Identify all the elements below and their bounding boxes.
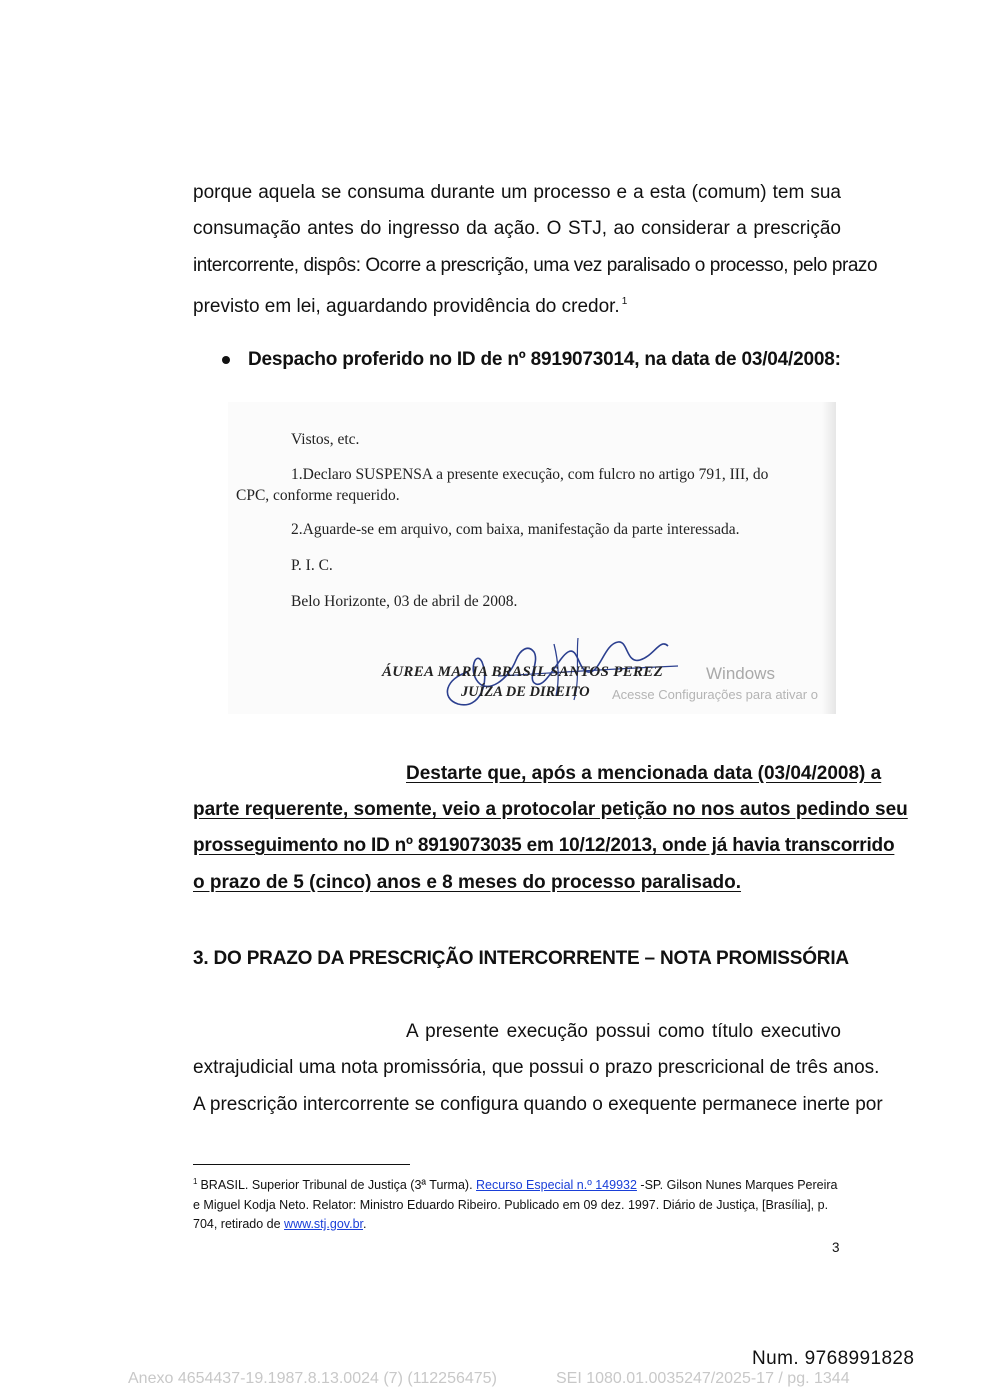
scan-place-date: Belo Horizonte, 03 de abril de 2008. — [291, 593, 518, 610]
scan-edge — [822, 402, 836, 714]
text-line: porque aquela se consuma durante um processo e a esta (comum) tem sua — [193, 182, 841, 203]
activation-watermark-text: Acesse Configurações para ativar o — [612, 687, 818, 702]
text-line: consumação antes do ingresso da ação. O STJ, ao considerar a prescrição — [193, 218, 841, 239]
footnote-text: BRASIL. Superior Tribunal de Justiça (3ª Turma). — [200, 1178, 477, 1192]
footnote-link-stj[interactable]: www.stj.gov.br — [284, 1217, 364, 1231]
text-line: intercorrente, dispôs: Ocorre a prescrição, uma vez paralisado o processo, pelo prazo — [193, 255, 878, 276]
footnote-marker: 1 — [193, 1177, 198, 1186]
text-line: extrajudicial uma nota promissória, que possui o prazo prescricional de três anos. — [193, 1057, 880, 1078]
document-number-stamp: Num. 9768991828 — [752, 1348, 915, 1369]
text-line: previsto em lei, aguardando providência do credor. — [193, 296, 620, 317]
activation-watermark-title: Windows — [706, 664, 775, 683]
section-heading: 3. DO PRAZO DA PRESCRIÇÃO INTERCORRENTE – NOTA PROMISSÓRIA — [193, 948, 849, 969]
text-line: o prazo de 5 (cinco) anos e 8 meses do processo paralisado. — [193, 872, 742, 893]
footnote-separator — [193, 1164, 410, 1165]
text-line: parte requerente, somente, veio a protocolar petição no nos autos pedindo seu — [193, 799, 908, 820]
scan-vistos: Vistos, etc. — [291, 431, 360, 448]
scanned-dispatch-image — [228, 402, 836, 714]
scan-item1-line2: CPC, conforme requerido. — [236, 487, 400, 504]
text-line: Destarte que, após a mencionada data (03/04/2008) a — [406, 763, 882, 784]
sei-stamp: SEI 1080.01.0035247/2025-17 / pg. 1344 — [556, 1370, 850, 1387]
footnote-text: -SP. Gilson Nunes Marques Pereira e Miguel Kodja Neto. Relator: Ministro Eduardo Ribeiro. Publicado em 09 dez. 1997. Diário de Justiça, [Brasília], p. 704, retirado de — [193, 1178, 838, 1231]
footnote-text-end: . — [363, 1217, 367, 1231]
text-line: A prescrição intercorrente se configura quando o exequente permanece inerte por — [193, 1094, 883, 1115]
bullet-text: Despacho proferido no ID de nº 8919073014, na data de 03/04/2008: — [248, 349, 841, 370]
signer-role: JUÍZA DE DIREITO — [461, 684, 590, 700]
scan-item2: 2.Aguarde-se em arquivo, com baixa, manifestação da parte interessada. — [291, 521, 740, 538]
scan-item1-line1: 1.Declaro SUSPENSA a presente execução, com fulcro no artigo 791, III, do — [291, 466, 769, 483]
text-line: A presente execução possui como título executivo — [406, 1021, 841, 1042]
text-line: prosseguimento no ID nº 8919073035 em 10/12/2013, onde já havia transcorrido — [193, 835, 895, 856]
bullet-icon — [222, 356, 230, 364]
footnote-link-recurso[interactable]: Recurso Especial n.º 149932 — [476, 1178, 637, 1192]
page-number: 3 — [832, 1240, 840, 1255]
scan-pic: P. I. C. — [291, 557, 333, 574]
bullet-despacho — [222, 343, 841, 377]
footnote — [193, 1172, 841, 1235]
text-line-last — [193, 283, 841, 320]
signer-name: ÁUREA MARIA BRASIL SANTOS PEREZ — [382, 664, 664, 680]
annex-stamp: Anexo 4654437-19.1987.8.13.0024 (7) (112256475) — [128, 1370, 497, 1387]
footnote-reference[interactable]: 1 — [621, 296, 628, 307]
